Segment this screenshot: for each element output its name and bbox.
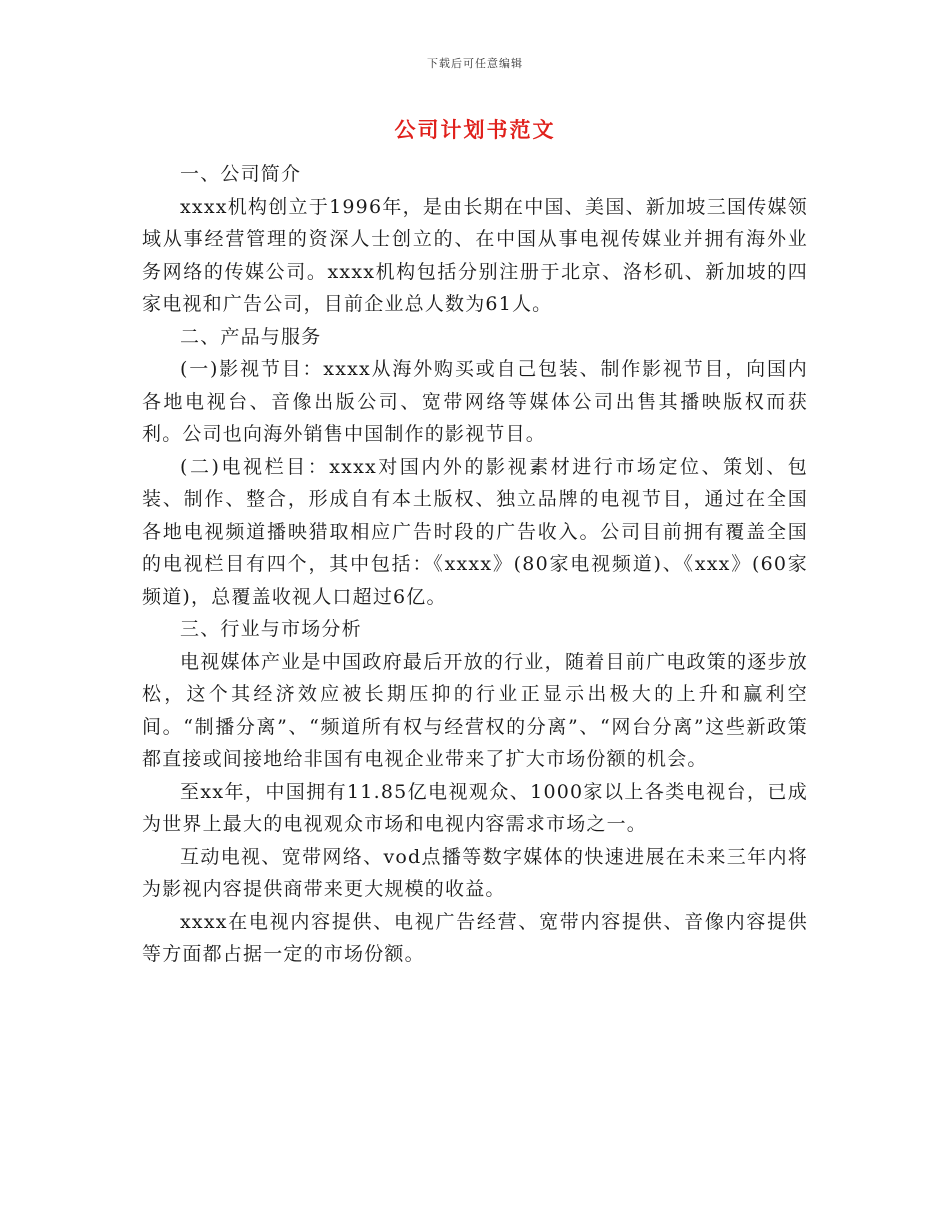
paragraph-film-tv-programs: (一)影视节目：xxxx从海外购买或自己包装、制作影视节目，向国内各地电视台、音像出版公司、宽带网络等媒体公司出售其播映版权而获利。公司也向海外销售中国制作的影视节目。 — [142, 358, 808, 445]
paragraph-company-intro: xxxx机构创立于1996年，是由长期在中国、美国、新加坡三国传媒领域从事经营管理的资深人士创立的、在中国从事电视传媒业并拥有海外业务网络的传媒公司。xxxx机构包括分别注册于北京、洛杉矶、新加坡的四家电视和广告公司，目前企业总人数为61人。 — [142, 195, 808, 315]
document-body — [142, 158, 808, 971]
section-heading-products-services: 二、产品与服务 — [180, 325, 322, 348]
paragraph-digital-media: 互动电视、宽带网络、vod点播等数字媒体的快速进展在未来三年内将为影视内容提供商带来更大规模的收益。 — [142, 845, 808, 900]
section-heading-company-intro: 一、公司简介 — [180, 163, 302, 185]
section-heading-market-analysis: 三、行业与市场分析 — [180, 618, 362, 640]
paragraph-tv-columns: (二)电视栏目：xxxx对国内外的影视素材进行市场定位、策划、包装、制作、整合，形成自有本土版权、独立品牌的电视节目，通过在全国各地电视频道播映猎取相应广告时段的广告收入。公司目前拥有覆盖全国的电视栏目有四个，其中包括：《xxxx》(80家电视频道)、《xxx》(60家频道)，总覆盖收视人口超过6亿。 — [142, 455, 808, 608]
header-note: 下载后可任意编辑 — [427, 57, 523, 70]
paragraph-industry-overview: 电视媒体产业是中国政府最后开放的行业，随着目前广电政策的逐步放松，这个其经济效应被长期压抑的行业正显示出极大的上升和赢利空间。“制播分离”、“频道所有权与经营权的分离”、“网台分离”这些新政策都直接或间接地给非国有电视企业带来了扩大市场份额的机会。 — [142, 650, 808, 770]
paragraph-market-share: xxxx在电视内容提供、电视广告经营、宽带内容提供、音像内容提供等方面都占据一定的市场份额。 — [142, 910, 808, 965]
document-title: 公司计划书范文 — [394, 118, 556, 142]
paragraph-audience-stats: 至xx年，中国拥有11.85亿电视观众、1000家以上各类电视台，已成为世界上最大的电视观众市场和电视内容需求市场之一。 — [142, 780, 808, 835]
